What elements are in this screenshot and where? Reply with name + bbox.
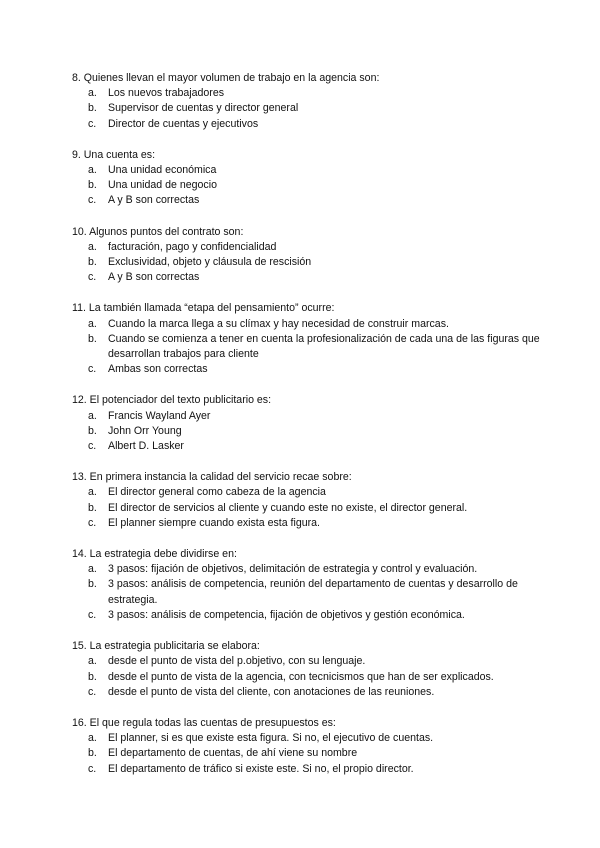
question-5	[72, 393, 560, 454]
option-letter: c.	[88, 194, 97, 207]
option-letter: c.	[88, 762, 97, 775]
option-item	[72, 485, 560, 500]
option-item	[72, 409, 560, 424]
option-text: El departamento de cuentas, de ahí viene su nombre	[108, 747, 358, 760]
option-letter: c.	[88, 685, 97, 698]
option-item	[72, 117, 560, 132]
option-text: Supervisor de cuentas y director general	[108, 102, 299, 115]
option-item	[72, 746, 560, 761]
option-item	[72, 424, 560, 439]
option-item	[72, 332, 560, 362]
option-letter: a.	[88, 240, 97, 253]
option-text: Albert D. Lasker	[108, 440, 184, 453]
option-text: Una unidad de negocio	[108, 179, 217, 192]
option-letter: c.	[88, 608, 97, 621]
option-item	[72, 516, 560, 531]
option-text: Francis Wayland Ayer	[108, 409, 211, 422]
option-letter: a.	[88, 563, 97, 576]
option-text: Director de cuentas y ejecutivos	[108, 117, 259, 130]
option-item	[72, 270, 560, 285]
option-text: Cuando la marca llega a su clímax y hay necesidad de construir marcas.	[108, 317, 449, 330]
option-item	[72, 562, 560, 577]
option-item	[72, 240, 560, 255]
option-letter: c.	[88, 271, 97, 284]
question-8	[72, 639, 560, 700]
option-letter: b.	[88, 747, 97, 760]
option-item	[72, 317, 560, 332]
option-letter: b.	[88, 332, 97, 345]
option-letter: c.	[88, 363, 97, 376]
option-item	[72, 577, 560, 607]
option-text: John Orr Young	[108, 424, 182, 437]
question-9	[72, 716, 560, 777]
option-letter: a.	[88, 655, 97, 668]
question-text: 8. Quienes llevan el mayor volumen de trabajo en la agencia son:	[72, 72, 380, 84]
option-text: El director de servicios al cliente y cuando este no existe, el director general.	[108, 501, 468, 514]
option-item	[72, 654, 560, 669]
question-1	[72, 71, 560, 132]
option-text: desde el punto de vista del p.objetivo, con su lenguaje.	[108, 655, 366, 668]
question-3	[72, 225, 560, 286]
option-letter: a.	[88, 87, 97, 100]
option-letter: c.	[88, 516, 97, 529]
option-text: A y B son correctas	[108, 271, 200, 284]
option-letter: a.	[88, 164, 97, 177]
option-item	[72, 193, 560, 208]
option-text: El planner siempre cuando exista esta figura.	[108, 516, 320, 529]
question-4	[72, 301, 560, 377]
option-item	[72, 685, 560, 700]
option-letter: b.	[88, 256, 97, 269]
option-letter: b.	[88, 102, 97, 115]
option-text: Exclusividad, objeto y cláusula de rescisión	[108, 256, 312, 269]
question-text: 12. El potenciador del texto publicitario es:	[72, 394, 272, 407]
option-letter: b.	[88, 424, 97, 437]
option-item	[72, 86, 560, 101]
question-7	[72, 547, 560, 623]
option-text: Cuando se comienza a tener en cuenta la profesionalización de cada una de las figuras que desarrollan trabajos para cliente	[108, 332, 540, 361]
option-text: El departamento de tráfico si existe este. Si no, el propio director.	[108, 762, 414, 775]
question-text: 15. La estrategia publicitaria se elabora:	[72, 640, 260, 653]
question-text: 10. Algunos puntos del contrato son:	[72, 225, 244, 238]
option-item	[72, 762, 560, 777]
option-letter: a.	[88, 409, 97, 422]
option-letter: b.	[88, 578, 97, 591]
option-text: A y B son correctas	[108, 194, 200, 207]
option-text: 3 pasos: análisis de competencia, fijación de objetivos y gestión económica.	[108, 608, 465, 621]
option-letter: c.	[88, 117, 97, 130]
option-letter: b.	[88, 670, 97, 683]
option-item	[72, 608, 560, 623]
option-letter: b.	[88, 179, 97, 192]
option-letter: c.	[88, 440, 97, 453]
option-text: desde el punto de vista de la agencia, con tecnicismos que han de ser explicados.	[108, 670, 494, 683]
option-letter: a.	[88, 732, 97, 745]
question-text: 11. La también llamada “etapa del pensamiento” ocurre:	[72, 302, 335, 315]
option-text: Una unidad económica	[108, 164, 217, 177]
option-letter: a.	[88, 317, 97, 330]
option-text: 3 pasos: análisis de competencia, reunión del departamento de cuentas y desarrollo de estrategia.	[108, 578, 518, 606]
option-item	[72, 731, 560, 746]
option-text: El planner, si es que existe esta figura. Si no, el ejecutivo de cuentas.	[108, 732, 434, 745]
option-item	[72, 439, 560, 454]
option-letter: a.	[88, 486, 97, 499]
question-text: 14. La estrategia debe dividirse en:	[72, 548, 237, 561]
option-text: Los nuevos trabajadores	[108, 87, 225, 100]
option-item	[72, 163, 560, 178]
option-item	[72, 362, 560, 377]
option-text: facturación, pago y confidencialidad	[108, 240, 277, 253]
option-text: desde el punto de vista del cliente, con anotaciones de las reuniones.	[108, 685, 435, 698]
question-6	[72, 470, 560, 531]
question-list	[72, 71, 560, 777]
option-letter: b.	[88, 501, 97, 514]
option-item	[72, 501, 560, 516]
option-item	[72, 670, 560, 685]
question-text: 16. El que regula todas las cuentas de presupuestos es:	[72, 716, 336, 729]
question-text: 13. En primera instancia la calidad del servicio recae sobre:	[72, 471, 352, 484]
option-item	[72, 101, 560, 116]
option-item	[72, 255, 560, 270]
option-text: 3 pasos: fijación de objetivos, delimitación de estrategia y control y evaluación.	[108, 563, 478, 576]
option-text: Ambas son correctas	[108, 363, 208, 376]
option-item	[72, 178, 560, 193]
question-2	[72, 148, 560, 209]
option-text: El director general como cabeza de la agencia	[108, 486, 326, 499]
question-text: 9. Una cuenta es:	[72, 148, 156, 161]
